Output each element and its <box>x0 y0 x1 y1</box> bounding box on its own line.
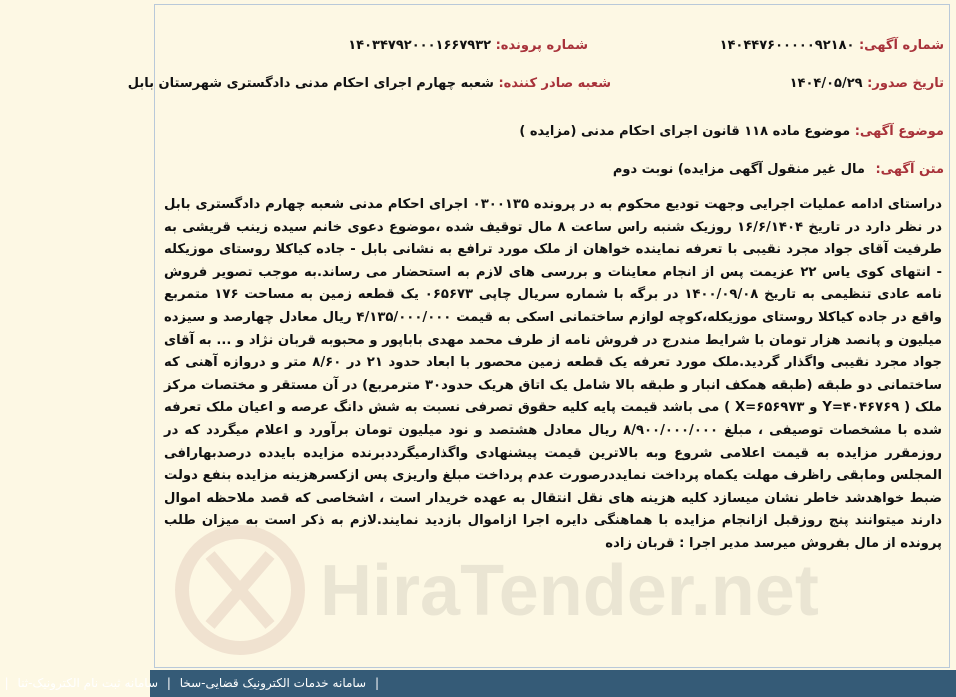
subject-row <box>519 124 944 139</box>
text-title-row <box>613 162 944 177</box>
issue-date-value: ۱۴۰۴/۰۵/۲۹ <box>789 76 863 91</box>
footer-link-sakha[interactable]: سامانه خدمات الکترونیک قضایی-سخا <box>179 676 367 690</box>
issuer-label: شعبه صادر کننده: <box>498 76 611 91</box>
case-number-row <box>348 38 588 53</box>
notice-number-label: شماره آگهی: <box>858 38 944 53</box>
footer-bar <box>4 670 956 697</box>
notice-number-row <box>720 38 944 53</box>
footer-separator: | <box>166 676 171 690</box>
watermark-text: HiraTender.net <box>320 551 819 631</box>
notice-number-value: ۱۴۰۴۴۷۶۰۰۰۰۰۹۲۱۸۰ <box>719 38 855 53</box>
text-title: مال غیر منقول آگهی مزایده) نوبت دوم <box>612 162 865 177</box>
footer-separator: | <box>374 676 379 690</box>
issuer-value: شعبه چهارم اجرای احکام مدنی دادگستری شهرستان بابل <box>127 76 494 91</box>
footer-link-sana[interactable]: سامانه ثبت نام الکترونیک-ثنا <box>17 676 159 690</box>
case-number-label: شماره پرونده: <box>495 38 588 53</box>
case-number-value: ۱۴۰۳۴۷۹۲۰۰۰۱۶۶۷۹۳۲ <box>348 38 492 53</box>
subject-label: موضوع آگهی: <box>854 124 944 139</box>
issue-date-row <box>790 76 944 91</box>
footer-separator: | <box>4 676 9 690</box>
notice-body: دراستای ادامه عملیات اجرایی وجهت تودیع محکوم به در پرونده ۰۳۰۰۱۳۵ اجرای احکام مدنی شعبه چهارم دادگستری بابل در نظر دارد در تاریخ ۱۶/۶/۱۴۰۴ روزیک شنبه راس ساعت ۸ مال توقیف شده ،موضوع دعوی خانم سیده زینب قریشی به طرفیت آقای جواد مجرد نقیبی با تعرفه نماینده خواهان از ملک مورد ترافع به نشانی بابل - جاده کیاکلا روستای موزیکله - انتهای کوی یاس ۲۲ عزیمت پس از انجام معاینات و بررسی های لازم به استحضار می رساند.به موجب تصویر فروش نامه عادی تنظیمی به تاریخ ۱۴۰۰/۰۹/۰۸ در برگه با شماره سریال چاپی ۰۶۵۶۷۳ یک قطعه زمین به مساحت ۱۷۶ متمربع واقع در جاده کیاکلا روستای موزیکله،کوچه لوازم ساختمانی اسکی به قیمت ۴/۱۳۵/۰۰۰/۰۰۰ ریال معادل چهارصد و سیزده میلیون و پانصد هزار تومان با شرایط مندرج در فروش نامه از طرف محمد مهدی باباپور و محبوبه قربان نژاد و ... به آقای جواد مجرد نقیبی واگذار گردید.ملک مورد تعرفه یک قطعه زمین محصور با ابعاد حدود ۲۱ در ۸/۶۰ متر و دروازه آهنی که ساختمانی دو طبقه (طبقه همکف انبار و طبقه بالا شامل یک اتاق هریک حدود۳۰ مترمربع) در آن مستقر و مختصات مرکز ملک ( Y=۴۰۴۶۷۶۹ و X=۶۵۶۹۷۳ ) می باشد قیمت پایه کلیه حقوق تصرفی نسبت به شش دانگ عرصه و اعیان ملک تعرفه شده با مشخصات توصیفی ، مبلغ ۸/۹۰۰/۰۰۰/۰۰۰ ریال معادل هشتصد و نود میلیون تومان برآورد و اعلام میگردد که در روزمقرر مزایده به قیمت اعلامی شروع وبه بالاترین قیمت پیشنهادی واگذارمیگرددبرنده مزایده بایدده درصدبهارافی المجلس ومابقی راظرف مهلت یکماه پرداخت نمایددرصورت عدم پرداخت مبلغ واریزی پس ازکسرهزینه مزایده بنفع دولت ضبط خواهدشد خاطر نشان میسازد کلیه هزینه های نقل انتقال به عهده خریدار است ، اشخاصی که قصد ملاحظه اموال دارند میتوانند پنج روزقبل ازانجام مزایده با هماهنگی دایره اجرا ازاموال بازدید نمایند.لازم به ذکر است به میزان طلب پرونده از مال بفروش میرسد مدیر اجرا : قربان زاده <box>164 197 942 551</box>
issue-date-label: تاریخ صدور: <box>867 76 944 91</box>
issuer-row <box>128 76 611 91</box>
subject-value: موضوع ماده ۱۱۸ قانون اجرای احکام مدنی (مزایده ) <box>519 124 851 139</box>
text-label: متن آگهی: <box>875 162 944 177</box>
